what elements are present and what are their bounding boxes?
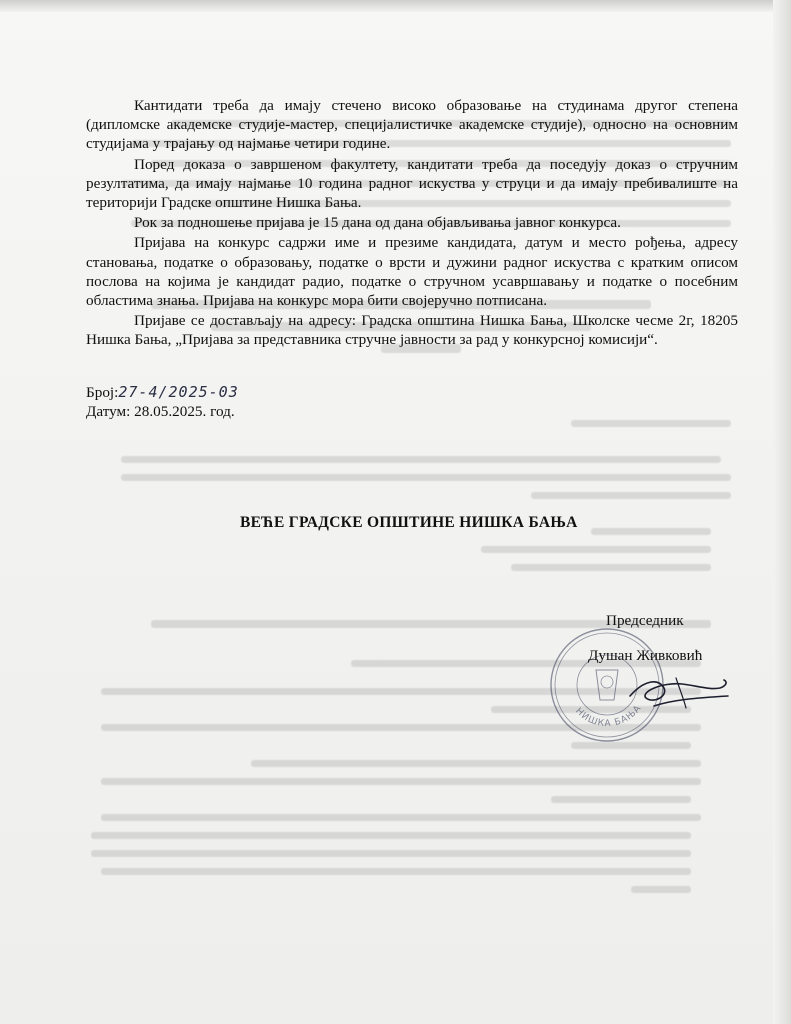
registration-number-line xyxy=(86,383,239,402)
seal-text: НИШКА БАЊА xyxy=(573,703,644,730)
registration-date-label: Датум: xyxy=(86,403,131,420)
paragraph-deadline: Рок за подношење пријава је 15 дана од дана објављивања јавног конкурса. xyxy=(134,214,621,232)
paragraph-experience: Поред доказа о завршеном факултету, кандитати треба да поседују доказ о стручним резултатима, да имају најмање 10 година радног искуства у струци и да имају пребивалиште на територији Градске општине Нишка Бања. xyxy=(86,155,738,212)
signatory-role: Председник xyxy=(606,612,684,629)
signatory-name: Душан Живковић xyxy=(588,647,703,664)
paragraph-address: Пријаве се достављају на адресу: Градска општина Нишка Бања, Школске чесме 2г, 18205 Нишка Бања, „Пријава за представника стручне јавности за рад у конкурсној комисији“. xyxy=(86,312,738,349)
registration-number-value: 27-4/2025-03 xyxy=(118,383,239,401)
registration-date-value: 28.05.2025. год. xyxy=(134,403,235,420)
council-title: ВЕЋЕ ГРАДСКЕ ОПШТИНЕ НИШКА БАЊА xyxy=(240,514,578,531)
registration-date-line xyxy=(86,402,239,421)
registration-number-label: Број: xyxy=(86,384,119,401)
paragraph-application-contents: Пријава на конкурс садржи име и презиме кандидата, датум и место рођења, адресу становања, податке о образовању, податке о врсти и дужини радног искуства с кратким описом послова на којима је кандидат радио, податке о стручном усавршавању и податке о посебним областима знања. Пријава на конкурс мора бити својеручно потписана. xyxy=(86,234,738,310)
handwritten-signature xyxy=(624,660,734,720)
paragraph-education: Кантидати треба да имају стечено високо образовање на студинама другог степена (дипломске академске студије-мастер, специјалистичке академске студије), односно на основним студијама у трајању од најмање четири године. xyxy=(86,97,738,153)
conditions-text xyxy=(86,96,738,350)
registration-block xyxy=(86,383,239,421)
